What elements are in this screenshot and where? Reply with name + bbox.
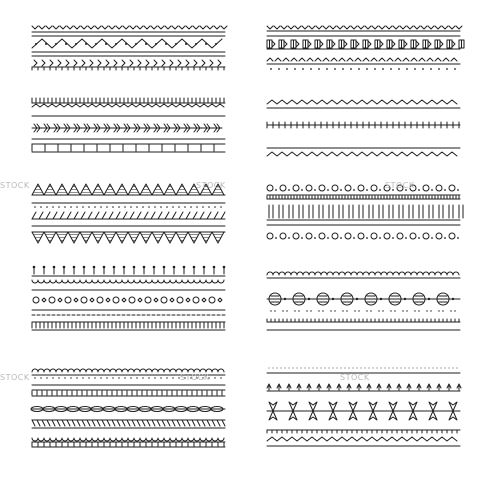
border-right-1 [267,26,464,70]
border-right-3 [267,185,463,239]
watermark-mid-2: STOCK [180,373,210,382]
watermark-mid-1: STOCK [196,181,226,190]
border-left-4 [32,266,225,330]
watermark-left-2: STOCK [0,373,30,382]
border-left-2 [32,98,225,152]
border-left-1 [32,26,227,70]
border-right-2 [267,100,460,156]
border-right-4 [267,272,460,330]
watermark-right-1: STOCK [385,181,415,190]
border-left-3 [32,184,225,243]
watermark-left-1: STOCK [0,181,30,190]
watermark-right-2: STOCK [340,373,370,382]
